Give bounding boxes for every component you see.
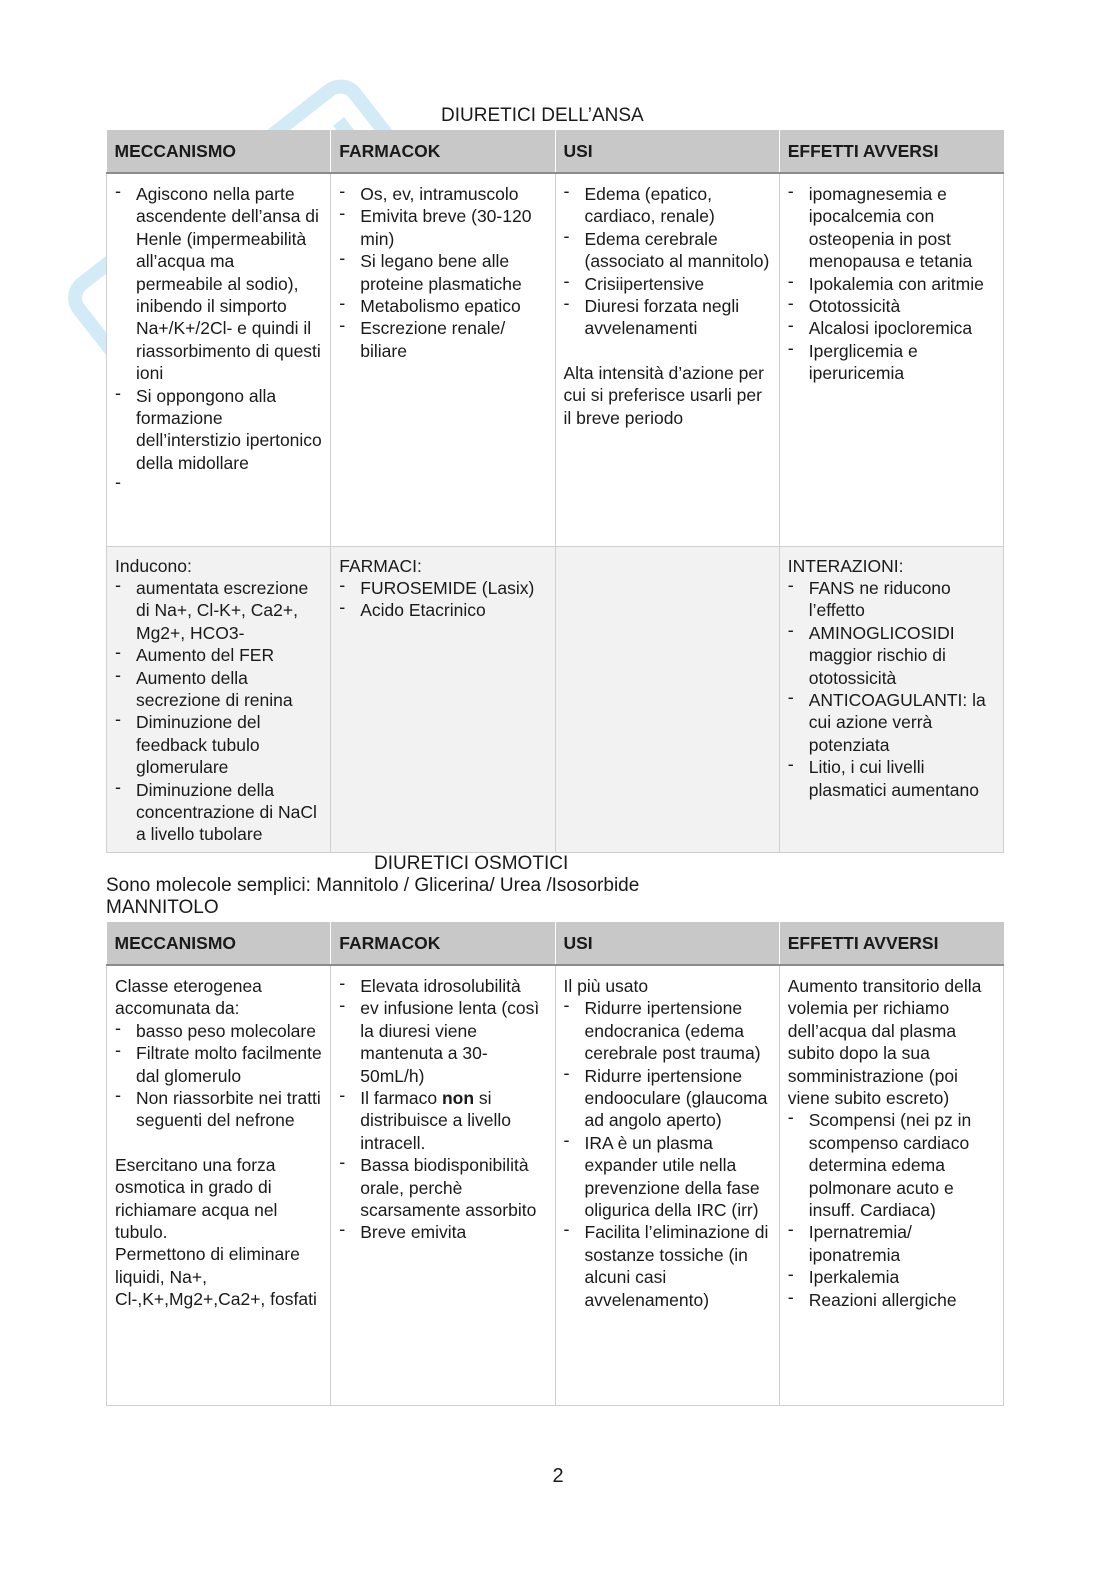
list-item: - Diuresi forzata negli avvelenamenti	[564, 295, 771, 340]
osmotic-subtitle: Sono molecole semplici: Mannitolo / Glicerina/ Urea /Isosorbide	[106, 875, 640, 896]
section-title-osmotic: DIURETICI OSMOTICI	[374, 853, 569, 874]
loop-diuretics-table	[106, 130, 1004, 853]
list-item: - Litio, i cui livelli plasmatici aumentano	[788, 756, 995, 801]
bold-text: non	[441, 1088, 475, 1109]
list-item: - Diminuzione del feedback tubulo glomerulare	[115, 711, 322, 778]
list-item: - Ipokalemia con aritmie	[788, 273, 995, 295]
interactions-heading: INTERAZIONI:	[787, 555, 904, 576]
list-item: - FUROSEMIDE (Lasix)	[339, 577, 546, 599]
list-item: - Crisiipertensive	[564, 273, 771, 295]
list-item: - Emivita breve (30-120 min)	[339, 205, 546, 250]
section-title-loop: DIURETICI DELL’ANSA	[441, 105, 644, 126]
list-item: - Facilita l’eliminazione di sostanze tossiche (in alcuni casi avvelenamento)	[564, 1221, 771, 1311]
list-item: - Ototossicità	[788, 295, 995, 317]
list-item: - Ipernatremia/ iponatremia	[788, 1221, 995, 1266]
list-item: - FANS ne riducono l’effetto	[788, 577, 995, 622]
list-item: - Edema (epatico, cardiaco, renale)	[564, 183, 771, 228]
text-fragment: si distribuisce a livello intracell.	[360, 1088, 512, 1153]
list-item: - ev infusione lenta (così la diuresi viene mantenuta a 30-50mL/h)	[339, 997, 546, 1087]
header-adverse-effects: EFFETTI AVVERSI	[779, 130, 1003, 173]
uses-cell	[555, 173, 779, 546]
list-item: - Filtrate molto facilmente dal glomerulo	[115, 1042, 322, 1087]
table-header-row	[107, 130, 1004, 173]
list-item: - Escrezione renale/ biliare	[339, 317, 546, 362]
list-item: - Iperglicemia e iperuricemia	[788, 340, 995, 385]
list-item: - Acido Etacrinico	[339, 599, 546, 621]
mechanism-cell	[107, 173, 331, 546]
list-item: - Scompensi (nei pz in scompenso cardiaco determina edema polmonare acuto e insuff. Cardiaca)	[788, 1109, 995, 1221]
header-adverse-effects: EFFETTI AVVERSI	[779, 922, 1003, 965]
list-item: - Si oppongono alla formazione dell’interstizio ipertonico della midollare	[115, 385, 322, 475]
list-item: - Breve emivita	[339, 1221, 546, 1243]
list-item: - Ridurre ipertensione endocranica (edema cerebrale post trauma)	[564, 997, 771, 1064]
uses-cell	[555, 965, 779, 1405]
list-item: - basso peso molecolare	[115, 1020, 322, 1042]
mechanism-note: Esercitano una forza osmotica in grado di richiamare acqua nel tubulo.	[115, 1154, 278, 1243]
list-item: - Ridurre ipertensione endooculare (glaucoma ad angolo aperto)	[564, 1065, 771, 1132]
list-item: - Edema cerebrale (associato al mannitolo)	[564, 228, 771, 273]
adverse-effects-cell	[779, 965, 1003, 1405]
list-item: - Reazioni allergiche	[788, 1289, 995, 1311]
header-mechanism: MECCANISMO	[107, 130, 331, 173]
list-item: - Iperkalemia	[788, 1266, 995, 1288]
list-item: - Aumento del FER	[115, 644, 322, 666]
list-item: - ANTICOAGULANTI: la cui azione verrà potenziata	[788, 689, 995, 756]
header-uses: USI	[555, 130, 779, 173]
list-item: - ipomagnesemia e ipocalcemia con osteopenia in post menopausa e tetania	[788, 183, 995, 273]
list-item: - IRA è un plasma expander utile nella prevenzione della fase oligurica della IRC (irr)	[564, 1132, 771, 1222]
table-row	[107, 546, 1004, 852]
header-pharmacokinetics: FARMACOK	[331, 130, 555, 173]
pharmacokinetics-cell	[331, 965, 555, 1405]
text-fragment: Il farmaco	[360, 1088, 442, 1109]
interactions-cell	[779, 546, 1003, 852]
mechanism-note: Permettono di eliminare liquidi, Na+, Cl-,K+,Mg2+,Ca2+, fosfati	[115, 1244, 317, 1310]
adverse-heading: Aumento transitorio della volemia per richiamo dell’acqua dal plasma subito dopo la sua somministrazione (poi viene subito escreto)	[787, 976, 982, 1109]
list-item: - Diminuzione della concentrazione di NaCl a livello tubolare	[115, 779, 322, 846]
list-item: - Metabolismo epatico	[339, 295, 546, 317]
list-item: - Si legano bene alle proteine plasmatiche	[339, 250, 546, 295]
page-number: 2	[552, 1465, 564, 1487]
empty-cell	[555, 546, 779, 852]
list-item: - AMINOGLICOSIDI maggior rischio di ototossicità	[788, 622, 995, 689]
uses-note: Alta intensità d’azione per cui si preferisce usarli per il breve periodo	[563, 362, 764, 428]
header-uses: USI	[555, 922, 779, 965]
mechanism-heading: Classe eterogenea accomunata da:	[115, 976, 262, 1019]
list-item: - Bassa biodisponibilità orale, perchè scarsamente assorbito	[339, 1154, 546, 1221]
list-item: - Elevata idrosolubilità	[339, 975, 546, 997]
table-header-row	[107, 922, 1004, 965]
list-item: - Non riassorbite nei tratti seguenti del nefrone	[115, 1087, 322, 1132]
header-mechanism: MECCANISMO	[107, 922, 331, 965]
list-item: - Agiscono nella parte ascendente dell’ansa di Henle (impermeabilità all’acqua ma permeabile al sodio), inibendo il simporto Na+/K+/2Cl- e quindi il riassorbimento di questi ioni	[115, 183, 322, 385]
effects-induced-cell	[107, 546, 331, 852]
uses-heading: Il più usato	[563, 976, 649, 996]
osmotic-diuretics-table	[106, 922, 1004, 1406]
table-row	[107, 173, 1004, 546]
drugs-heading: FARMACI:	[339, 555, 422, 576]
list-item: - Os, ev, intramuscolo	[339, 183, 546, 205]
list-item	[339, 1087, 546, 1154]
drugs-cell	[331, 546, 555, 852]
mechanism-cell	[107, 965, 331, 1405]
pharmacokinetics-cell	[331, 173, 555, 546]
header-pharmacokinetics: FARMACOK	[331, 922, 555, 965]
induce-heading: Inducono:	[115, 555, 192, 576]
list-item: - Aumento della secrezione di renina	[115, 667, 322, 712]
adverse-effects-cell	[779, 173, 1003, 546]
table-row	[107, 965, 1004, 1405]
list-item: - Alcalosi ipocloremica	[788, 317, 995, 339]
drug-label: MANNITOLO	[106, 897, 219, 918]
list-item: - aumentata escrezione di Na+, Cl-K+, Ca2+, Mg2+, HCO3-	[115, 577, 322, 644]
